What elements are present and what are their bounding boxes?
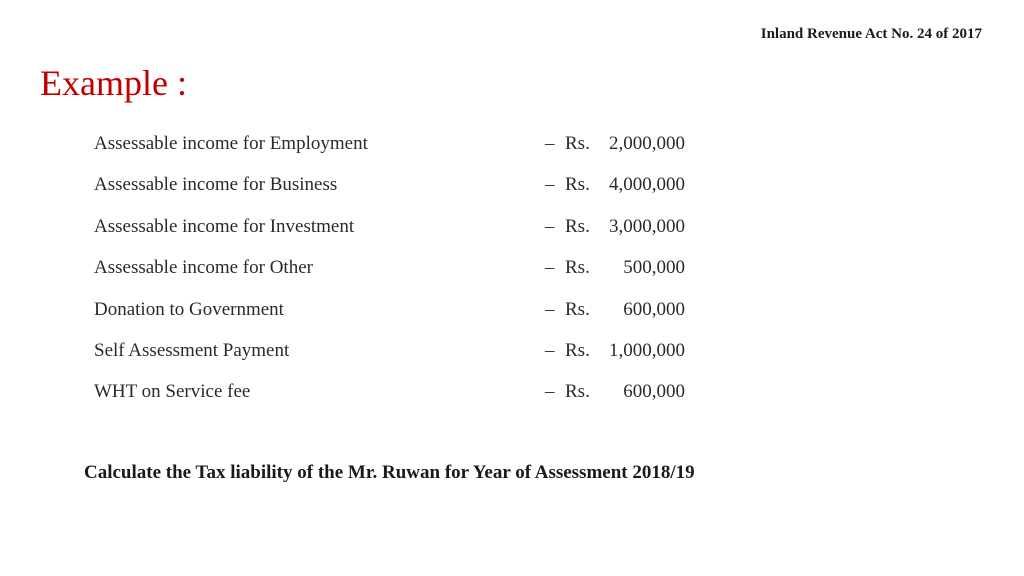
list-item <box>94 294 714 335</box>
act-reference: Inland Revenue Act No. 24 of 2017 <box>760 26 982 42</box>
list-item <box>94 335 714 376</box>
item-currency: Rs. <box>565 381 590 403</box>
list-item <box>94 376 714 417</box>
item-amount: 4,000,000 <box>609 174 685 196</box>
question-text: Calculate the Tax liability of the Mr. Ruwan for Year of Assessment 2018/19 <box>84 462 695 483</box>
item-dash: – <box>545 257 555 279</box>
item-amount: 500,000 <box>623 257 685 279</box>
item-label: Assessable income for Business <box>94 174 338 196</box>
item-currency: Rs. <box>565 339 590 361</box>
income-list <box>94 128 714 418</box>
item-label: Assessable income for Employment <box>94 133 368 154</box>
list-item <box>94 128 714 169</box>
slide-title: Example : <box>40 63 187 103</box>
item-currency: Rs. <box>565 133 590 154</box>
item-label: Assessable income for Investment <box>94 215 355 237</box>
item-currency: Rs. <box>565 174 590 196</box>
item-amount: 600,000 <box>623 298 685 320</box>
item-dash: – <box>545 215 555 237</box>
item-label: Assessable income for Other <box>94 257 313 279</box>
list-item <box>94 252 714 293</box>
list-item <box>94 211 714 252</box>
item-dash: – <box>545 133 555 154</box>
item-amount: 1,000,000 <box>609 339 685 361</box>
item-dash: – <box>545 339 555 361</box>
item-label: Self Assessment Payment <box>94 339 290 361</box>
item-currency: Rs. <box>565 257 590 279</box>
item-label: Donation to Government <box>94 298 284 320</box>
item-dash: – <box>545 174 555 196</box>
item-amount: 3,000,000 <box>609 215 685 237</box>
item-dash: – <box>545 298 555 320</box>
item-amount: 600,000 <box>623 381 685 403</box>
item-amount: 2,000,000 <box>609 133 685 154</box>
item-dash: – <box>545 381 555 403</box>
item-currency: Rs. <box>565 215 590 237</box>
list-item <box>94 169 714 210</box>
item-label: WHT on Service fee <box>94 381 251 403</box>
item-currency: Rs. <box>565 298 590 320</box>
